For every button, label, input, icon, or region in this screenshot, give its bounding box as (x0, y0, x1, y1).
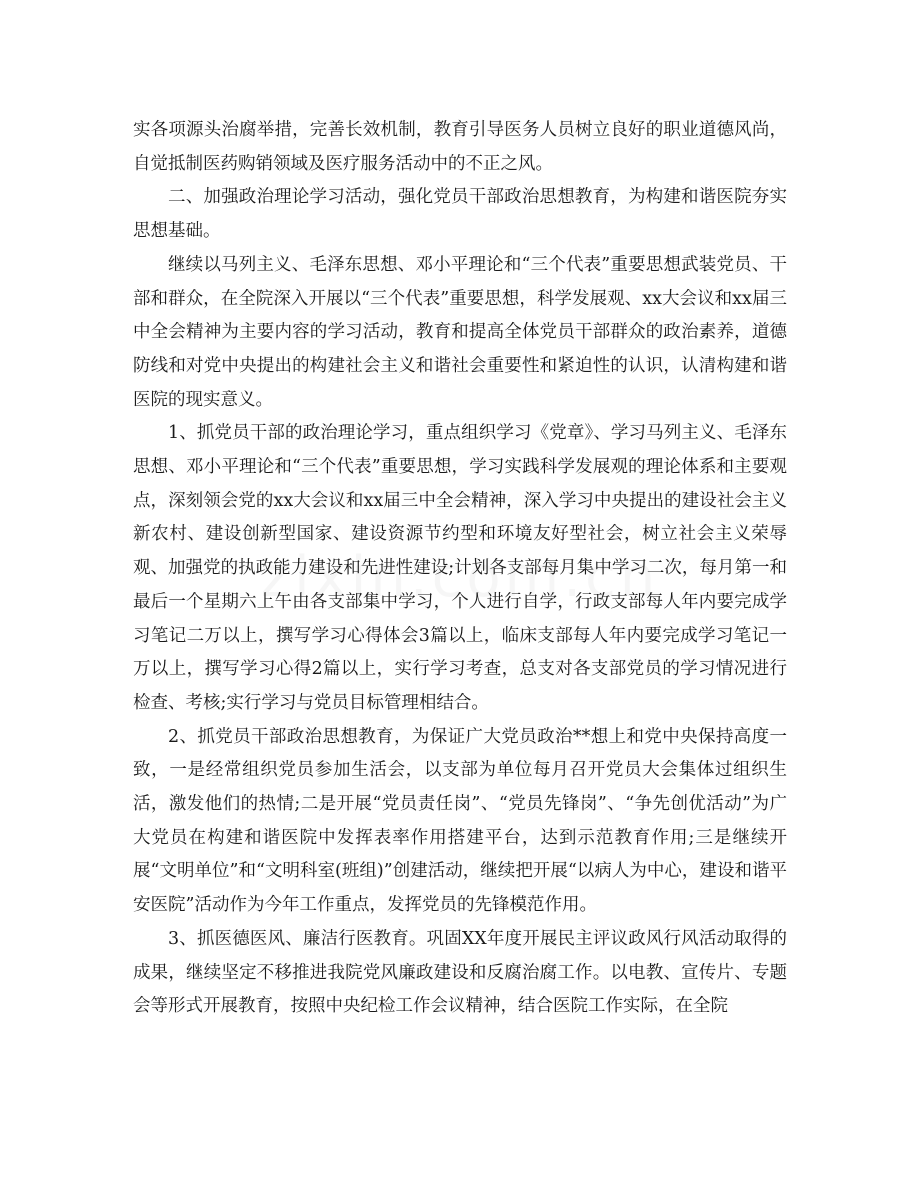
paragraph-item-3: 3、抓医德医风、廉洁行医教育。巩固XX年度开展民主评议政风行风活动取得的成果，继续坚定不移推进我院党风廉政建设和反腐治腐工作。以电教、宣传片、专题会等形式开展教育，按照中央纪检工作会议精神，结合医院工作实际，在全院 (133, 928, 787, 1017)
paragraph-item-2: 2、抓党员干部政治思想教育，为保证广大党员政治**想上和党中央保持高度一致，一是经常组织党员参加生活会，以支部为单位每月召开党员大会集体过组织生活，激发他们的热情;二是开展“党员责任岗”、“党员先锋岗”、“争先创优活动”为广大党员在构建和谐医院中发挥表率作用搭建平台，达到示范教育作用;三是继续开展“文明单位”和“文明科室(班组)”创建活动，继续把开展“以病人为中心，建设和谐平安医院”活动作为今年工作重点，发挥党员的先锋模范作用。 (133, 726, 787, 916)
paragraph-section-two-heading: 二、加强政治理论学习活动，强化党员干部政治思想教育，为构建和谐医院夯实思想基础。 (133, 187, 787, 242)
paragraph-theory-study: 继续以马列主义、毛泽东思想、邓小平理论和“三个代表”重要思想武装党员、干部和群众，在全院深入开展以“三个代表”重要思想，科学发展观、xx大会议和xx届三中全会精神为主要内容的学习活动，教育和提高全体党员干部群众的政治素养，道德防线和对党中央提出的构建社会主义和谐社会重要性和紧迫性的认识，认清构建和谐医院的现实意义。 (133, 254, 787, 410)
paragraph-item-1: 1、抓党员干部的政治理论学习，重点组织学习《党章》、学习马列主义、毛泽东思想、邓小平理论和“三个代表”重要思想，学习实践科学发展观的理论体系和主要观点，深刻领会党的xx大会议和xx届三中全会精神，深入学习中央提出的建设社会主义新农村、建设创新型国家、建设资源节约型和环境友好型社会，树立社会主义荣辱观、加强党的执政能力建设和先进性建设;计划各支部每月集中学习二次，每月第一和最后一个星期六上午由各支部集中学习，个人进行自学，行政支部每人年内要完成学习笔记二万以上，撰写学习心得体会3篇以上，临床支部每人年内要完成学习笔记一万以上，撰写学习心得2篇以上，实行学习考查，总支对各支部党员的学习情况进行检查、考核;实行学习与党员目标管理相结合。 (133, 423, 787, 713)
document-body (133, 114, 787, 1024)
paragraph-continuation: 实各项源头治腐举措，完善长效机制，教育引导医务人员树立良好的职业道德风尚，自觉抵制医药购销领域及医疗服务活动中的不正之风。 (133, 120, 787, 174)
